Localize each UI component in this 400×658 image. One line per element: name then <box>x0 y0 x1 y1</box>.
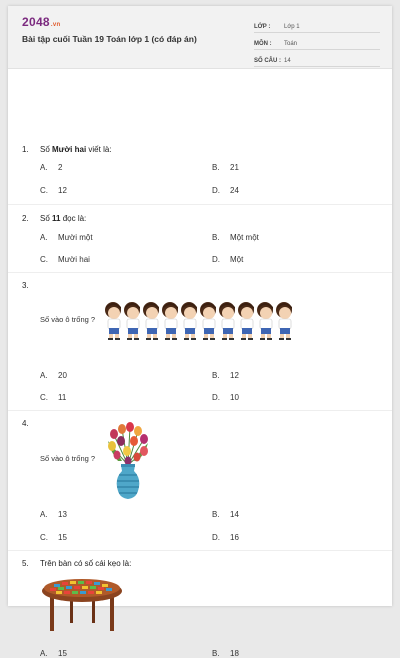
question-5 <box>22 559 131 568</box>
meta-value: 14 <box>284 58 291 64</box>
option-text: Một một <box>230 233 259 242</box>
option-letter: B. <box>212 649 220 658</box>
question-text: đọc là: <box>60 214 87 223</box>
option-text: Mười một <box>58 233 93 242</box>
option-text: 12 <box>230 371 239 380</box>
option-3c[interactable] <box>40 393 66 402</box>
meta-value: Toán <box>284 41 298 47</box>
option-letter: A. <box>40 163 48 172</box>
question-number: 1. <box>22 145 29 154</box>
question-1 <box>22 145 112 154</box>
child-figure <box>238 302 254 340</box>
flower-vase-illustration <box>104 421 152 501</box>
question-text: viết là: <box>86 145 112 154</box>
option-text: Một <box>230 255 244 264</box>
site-logo[interactable] <box>22 15 60 29</box>
question-emphasis: 11 <box>52 214 61 223</box>
option-1a[interactable] <box>40 163 62 172</box>
question-number: 5. <box>22 559 29 568</box>
meta-row-subject <box>254 33 380 50</box>
option-letter: B. <box>212 371 220 380</box>
option-3a[interactable] <box>40 371 67 380</box>
meta-value: Lớp 1 <box>284 24 300 30</box>
option-4d[interactable] <box>212 533 239 542</box>
child-figure <box>143 302 159 340</box>
meta-row-class <box>254 16 380 33</box>
option-text: 10 <box>230 393 239 402</box>
option-letter: A. <box>40 649 48 658</box>
option-text: 24 <box>230 186 239 195</box>
option-text: 16 <box>230 533 239 542</box>
option-2b[interactable] <box>212 233 259 242</box>
option-letter: D. <box>212 186 220 195</box>
child-figure <box>257 302 273 340</box>
option-3b[interactable] <box>212 371 239 380</box>
option-3d[interactable] <box>212 393 239 402</box>
option-letter: B. <box>212 163 220 172</box>
option-text: 11 <box>58 393 67 402</box>
question-3 <box>22 281 40 290</box>
option-text: 13 <box>58 510 67 519</box>
option-text: 18 <box>230 649 239 658</box>
option-letter: D. <box>212 533 220 542</box>
option-4b[interactable] <box>212 510 239 519</box>
option-1d[interactable] <box>212 186 239 195</box>
option-letter: C. <box>40 393 48 402</box>
child-figure <box>200 302 216 340</box>
logo-tld: .vn <box>50 22 61 28</box>
question-prompt: Số vào ô trống ? <box>40 315 96 324</box>
child-figure <box>105 302 121 340</box>
option-text: 15 <box>58 649 67 658</box>
child-figure <box>276 302 292 340</box>
question-4 <box>22 419 40 428</box>
option-text: 14 <box>230 510 239 519</box>
option-5a[interactable] <box>40 649 67 658</box>
option-letter: B. <box>212 233 220 242</box>
option-2c[interactable] <box>40 255 90 264</box>
child-figure <box>219 302 235 340</box>
option-letter: D. <box>212 393 220 402</box>
worksheet-meta <box>254 16 380 67</box>
question-prompt: Số vào ô trống ? <box>40 454 96 463</box>
question-text: Số <box>40 214 53 223</box>
divider <box>8 272 392 273</box>
option-text: 15 <box>58 533 67 542</box>
option-1c[interactable] <box>40 186 67 195</box>
option-text: 20 <box>58 371 67 380</box>
option-text: 12 <box>58 186 67 195</box>
option-text: 2 <box>58 163 63 172</box>
question-2 <box>22 214 86 223</box>
question-number: 4. <box>22 419 29 428</box>
divider <box>8 550 392 551</box>
option-letter: D. <box>212 255 220 264</box>
child-figure <box>181 302 197 340</box>
worksheet-header <box>8 6 392 69</box>
meta-label: LỚP : <box>254 24 271 30</box>
option-2a[interactable] <box>40 233 93 242</box>
option-text: 21 <box>230 163 239 172</box>
option-letter: A. <box>40 510 48 519</box>
question-text: Số <box>40 145 53 154</box>
logo-text: 2048 <box>22 15 50 29</box>
meta-row-question-count <box>254 50 380 67</box>
question-number: 2. <box>22 214 29 223</box>
page-title: Bài tập cuối Tuần 19 Toán lớp 1 (có đáp án) <box>22 34 197 44</box>
option-4c[interactable] <box>40 533 67 542</box>
option-5b[interactable] <box>212 649 239 658</box>
option-1b[interactable] <box>212 163 239 172</box>
option-4a[interactable] <box>40 510 67 519</box>
question-text: Trên bàn có số cái kẹo là: <box>40 559 132 568</box>
option-text: Mười hai <box>58 255 90 264</box>
worksheet-page <box>8 6 392 658</box>
divider <box>8 410 392 411</box>
option-letter: C. <box>40 255 48 264</box>
children-illustration <box>104 301 296 341</box>
option-letter: B. <box>212 510 220 519</box>
question-number: 3. <box>22 281 29 290</box>
child-figure <box>162 302 178 340</box>
meta-label: MÔN : <box>254 41 272 47</box>
option-letter: A. <box>40 371 48 380</box>
meta-label: SỐ CÂU : <box>254 58 281 64</box>
option-letter: C. <box>40 186 48 195</box>
question-emphasis: Mười hai <box>52 145 87 154</box>
option-2d[interactable] <box>212 255 243 264</box>
option-letter: C. <box>40 533 48 542</box>
child-figure <box>124 302 140 340</box>
option-letter: A. <box>40 233 48 242</box>
candy-table-illustration <box>40 577 124 633</box>
divider <box>8 204 392 205</box>
